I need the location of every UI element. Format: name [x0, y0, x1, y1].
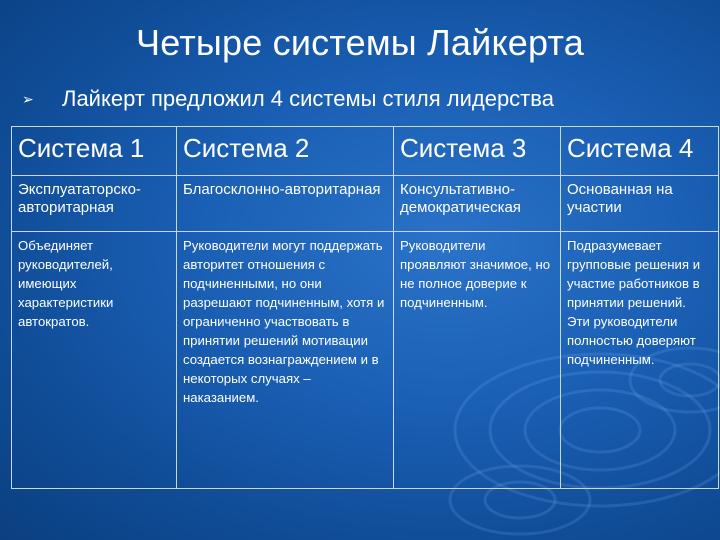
slide-title: Четыре системы Лайкерта	[136, 22, 584, 63]
header-cell-system-4: Система 4	[561, 127, 719, 176]
header-cell-system-3: Система 3	[394, 127, 561, 176]
table-row-descriptions	[12, 232, 719, 489]
header-cell-system-1: Система 1	[12, 127, 177, 176]
arrow-bullet-icon: ➢	[22, 90, 34, 107]
description-cell-system-4: Подразумевает групповые решения и участие работников в принятии решений. Эти руководители полностью доверяют подчиненным.	[561, 232, 719, 489]
header-cell-system-2: Система 2	[177, 127, 394, 176]
type-cell-system-3: Консультативно-демократическая	[394, 176, 561, 232]
bullet-item	[22, 86, 554, 112]
description-cell-system-3: Руководители проявляют значимое, но не полное доверие к подчиненным.	[394, 232, 561, 489]
description-cell-system-1: Объединяет руководителей, имеющих характеристики автократов.	[12, 232, 177, 489]
type-cell-system-1: Эксплуататорско-авторитарная	[12, 176, 177, 232]
likert-systems-table	[11, 126, 719, 489]
description-cell-system-2: Руководители могут поддержать авторитет отношения с подчиненными, но они разрешают подчиненным, хотя и ограниченно участвовать в принятии решений мотивации создается вознаграждением и в некоторых случаях – наказанием.	[177, 232, 394, 489]
table-header-row	[12, 127, 719, 176]
type-cell-system-2: Благосклонно-авторитарная	[177, 176, 394, 232]
type-cell-system-4: Основанная на участии	[561, 176, 719, 232]
bullet-text: Лайкерт предложил 4 системы стиля лидерства	[62, 86, 554, 111]
table-row-types	[12, 176, 719, 232]
